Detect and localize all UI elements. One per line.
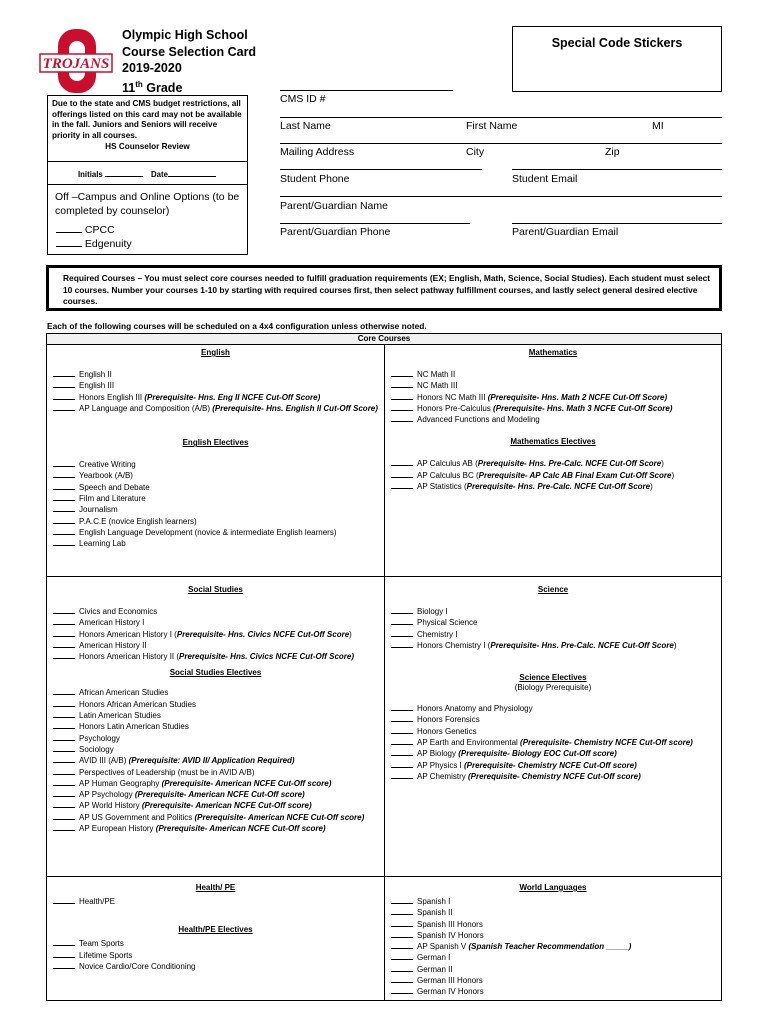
course-number-blank[interactable]	[53, 767, 75, 775]
course-row[interactable]	[391, 737, 717, 748]
course-row[interactable]	[391, 952, 717, 963]
student-phone-label: Student Phone	[280, 173, 350, 185]
course-name: Honors Latin American Studies	[79, 722, 189, 732]
course-number-blank[interactable]	[53, 516, 75, 524]
school-logo	[38, 27, 114, 97]
course-row[interactable]	[53, 950, 380, 961]
card-title: Course Selection Card	[122, 44, 257, 59]
mi-label: MI	[652, 120, 664, 132]
course-name: Honors English III	[79, 392, 143, 402]
course-number-blank[interactable]	[391, 975, 413, 983]
course-number-blank[interactable]	[53, 778, 75, 786]
notice-box	[47, 95, 248, 255]
languages-course-list	[385, 892, 721, 998]
course-row[interactable]	[53, 538, 380, 549]
course-name: Film and Literature	[79, 494, 146, 504]
stickers-title: Special Code Stickers	[551, 36, 683, 50]
course-number-blank[interactable]	[53, 651, 75, 659]
course-number-blank[interactable]	[53, 504, 75, 512]
course-name: German I	[417, 953, 451, 963]
core-courses-table	[46, 333, 722, 1001]
math-electives-list	[385, 446, 721, 492]
student-email-line[interactable]	[512, 168, 722, 170]
course-prerequisite: Prerequisite- Hns. Civics NCFE Cut-Off Score	[176, 629, 350, 639]
course-prerequisite: Prerequisite- Hns. Pre-Calc. NCFE Cut-Off Score	[466, 482, 651, 492]
course-row[interactable]	[391, 760, 717, 771]
course-row[interactable]	[391, 703, 717, 714]
course-prerequisite: (Prerequisite- Hns. Math 2 NCFE Cut-Off Score)	[485, 392, 668, 402]
course-prerequisite: (Prerequisite- Chemistry NCFE Cut-Off score)	[465, 771, 641, 781]
course-number-blank[interactable]	[53, 800, 75, 808]
cms-id-line[interactable]	[280, 89, 453, 91]
course-prerequisite: Prerequisite- Hns. Civics NCFE Cut-Off Score)	[179, 652, 355, 662]
course-number-blank[interactable]	[53, 950, 75, 958]
course-name: Honors African American Studies	[79, 699, 196, 709]
course-row[interactable]	[391, 919, 717, 930]
course-row[interactable]	[53, 369, 380, 380]
course-row[interactable]	[391, 392, 717, 403]
date-field[interactable]	[168, 176, 216, 177]
course-row[interactable]	[53, 493, 380, 504]
course-prerequisite: (Prerequisite- American NCFE Cut-Off score)	[132, 790, 305, 800]
course-row[interactable]	[391, 986, 717, 997]
grade-suffix: th	[135, 79, 143, 89]
course-name: AP Calculus BC (	[417, 470, 479, 480]
course-number-blank[interactable]	[53, 687, 75, 695]
course-name: Civics and Economics	[79, 607, 158, 616]
course-row[interactable]	[53, 767, 380, 778]
english-electives-title: English Electives	[182, 438, 249, 448]
course-row[interactable]	[53, 896, 380, 907]
science-electives-subtitle: (Biology Prerequisite)	[514, 683, 592, 693]
school-title-block	[122, 27, 256, 96]
course-row[interactable]	[53, 516, 380, 527]
course-row[interactable]	[53, 617, 380, 628]
course-prerequisite: (Prerequisite- American NCFE Cut-Off score)	[192, 812, 365, 822]
course-row[interactable]	[391, 606, 717, 617]
course-number-blank[interactable]	[391, 481, 413, 489]
science-course-list	[385, 594, 721, 651]
course-row[interactable]	[391, 403, 717, 414]
course-row[interactable]	[53, 721, 380, 732]
course-number-blank[interactable]	[53, 961, 75, 969]
mailing-address-label: Mailing Address	[280, 146, 355, 158]
science-cell	[384, 577, 722, 877]
course-number-blank[interactable]	[53, 369, 75, 377]
course-number-blank[interactable]	[391, 919, 413, 927]
course-number-blank[interactable]	[53, 617, 75, 625]
course-name: Honors Forensics	[417, 715, 480, 725]
course-number-blank[interactable]	[391, 760, 413, 768]
course-number-blank[interactable]	[391, 640, 413, 648]
science-electives-title: Science Electives	[519, 673, 587, 683]
health-pe-cell	[46, 877, 384, 1001]
course-number-blank[interactable]	[53, 721, 75, 729]
course-number-blank[interactable]	[53, 789, 75, 797]
course-name: African American Studies	[79, 688, 169, 698]
social-electives-list	[47, 677, 384, 834]
course-prerequisite: (Prerequisite- American NCFE Cut-Off score)	[139, 801, 312, 811]
course-number-blank[interactable]	[53, 470, 75, 478]
course-name: Honors American History I (	[79, 629, 177, 639]
course-row[interactable]	[53, 778, 380, 789]
course-number-blank[interactable]	[391, 403, 413, 411]
course-paren: )	[349, 629, 352, 639]
course-number-blank[interactable]	[53, 493, 75, 501]
course-number-blank[interactable]	[53, 733, 75, 741]
course-prerequisite: (Prerequisite- Hns. English II Cut-Off Score)	[210, 403, 378, 413]
offcampus-title: Off –Campus and Online Options (to be completed by counselor)	[55, 190, 240, 217]
course-row[interactable]	[53, 470, 380, 481]
course-name: AP Human Geography	[79, 778, 160, 788]
notice-text: Due to the state and CMS budget restrictions, all offerings listed on this card may not be available in the fall. Juniors and Seniors will receive priority in all courses.	[52, 99, 242, 140]
course-row[interactable]	[53, 961, 380, 972]
course-name: Team Sports	[79, 939, 124, 949]
course-number-blank[interactable]	[391, 748, 413, 756]
course-row[interactable]	[391, 941, 717, 952]
course-row[interactable]	[391, 470, 717, 481]
course-name: American History II	[79, 640, 147, 650]
course-row[interactable]	[391, 640, 717, 651]
course-name: AP Spanish V	[417, 942, 467, 952]
course-number-blank[interactable]	[391, 907, 413, 915]
social-studies-title: Social Studies	[188, 585, 243, 594]
zip-label: Zip	[605, 146, 620, 158]
course-number-blank[interactable]	[391, 771, 413, 779]
parent-phone-line[interactable]	[280, 222, 470, 224]
course-row[interactable]	[53, 733, 380, 744]
course-row[interactable]	[53, 392, 380, 403]
course-number-blank[interactable]	[53, 755, 75, 763]
health-course-list	[47, 892, 384, 907]
course-row[interactable]	[391, 748, 717, 759]
special-code-stickers-box	[512, 26, 722, 92]
course-row[interactable]	[53, 699, 380, 710]
social-electives-title: Social Studies Electives	[169, 668, 262, 678]
course-row[interactable]	[391, 369, 717, 380]
math-cell	[384, 345, 722, 577]
core-courses-header: Core Courses	[46, 334, 722, 345]
course-row[interactable]	[53, 380, 380, 391]
course-name: AP Statistics (	[417, 482, 467, 492]
course-prerequisite: (Prerequisite: AVID II/ Application Required)	[126, 756, 295, 766]
course-row[interactable]	[53, 938, 380, 949]
course-prerequisite: (Prerequisite- American NCFE Cut-Off score)	[159, 778, 332, 788]
course-number-blank[interactable]	[53, 380, 75, 388]
course-number-blank[interactable]	[391, 380, 413, 388]
date-label: Date	[151, 169, 168, 179]
course-row[interactable]	[391, 964, 717, 975]
last-name-label: Last Name	[280, 120, 331, 132]
course-name: Creative Writing	[79, 460, 136, 470]
course-number-blank[interactable]	[391, 617, 413, 625]
course-number-blank[interactable]	[53, 527, 75, 535]
course-name: Spanish II	[417, 908, 453, 918]
course-prerequisite: Prerequisite- Hns. Pre-Calc. NCFE Cut-Off Score	[477, 459, 662, 469]
course-name: Yearbook (A/B)	[79, 471, 133, 481]
math-title: Mathematics	[528, 348, 578, 357]
course-number-blank[interactable]	[391, 930, 413, 938]
course-name: AP World History	[79, 801, 140, 811]
course-number-blank[interactable]	[53, 812, 75, 820]
math-electives-title: Mathematics Electives	[510, 437, 596, 447]
course-row[interactable]	[391, 481, 717, 492]
course-row[interactable]	[53, 823, 380, 834]
course-number-blank[interactable]	[391, 629, 413, 637]
course-number-blank[interactable]	[53, 640, 75, 648]
course-row[interactable]	[53, 800, 380, 811]
course-name: Novice Cardio/Core Conditioning	[79, 961, 196, 971]
course-number-blank[interactable]	[391, 941, 413, 949]
course-row[interactable]	[53, 812, 380, 823]
course-name: Honors NC Math III	[417, 392, 486, 402]
address-line[interactable]	[280, 142, 722, 144]
course-row[interactable]	[391, 380, 717, 391]
grade-level	[122, 77, 256, 97]
course-name: Physical Science	[417, 618, 478, 628]
course-name: AP Physics I	[417, 760, 462, 770]
course-name: German II	[417, 964, 453, 974]
course-name: Lifetime Sports	[79, 950, 133, 960]
parent-name-label: Parent/Guardian Name	[280, 200, 388, 212]
course-row[interactable]	[391, 896, 717, 907]
course-row[interactable]	[53, 640, 380, 651]
first-name-label: First Name	[466, 120, 518, 132]
course-name: AP Psychology	[79, 790, 133, 800]
course-row[interactable]	[391, 629, 717, 640]
offcampus-options	[48, 218, 247, 251]
course-row[interactable]	[53, 606, 380, 617]
course-name: AP US Government and Politics	[79, 812, 193, 822]
parent-email-label: Parent/Guardian Email	[512, 226, 619, 238]
offcampus-option-cpcc[interactable]	[56, 223, 247, 237]
course-row[interactable]	[391, 771, 717, 782]
course-number-blank[interactable]	[53, 896, 75, 904]
course-row[interactable]	[53, 687, 380, 698]
course-number-blank[interactable]	[391, 986, 413, 994]
course-name: NC Math II	[417, 370, 456, 379]
course-row[interactable]	[53, 651, 380, 662]
course-row[interactable]	[391, 930, 717, 941]
course-prerequisite: (Prerequisite- Hns. Math 3 NCFE Cut-Off Score)	[490, 403, 673, 413]
social-studies-cell	[46, 577, 384, 877]
initials-label: Initials	[78, 169, 103, 179]
health-electives-title: Health/PE Electives	[178, 925, 253, 935]
course-name: German IV Honors	[417, 987, 484, 997]
course-row[interactable]	[391, 414, 717, 425]
course-number-blank[interactable]	[391, 458, 413, 466]
course-name: German III Honors	[417, 976, 483, 986]
course-row[interactable]	[391, 458, 717, 469]
svg-text:TROJANS: TROJANS	[42, 56, 110, 72]
course-name: Latin American Studies	[79, 711, 161, 721]
initials-field[interactable]	[105, 176, 143, 177]
grade-word: Grade	[146, 80, 183, 95]
course-paren: )	[671, 470, 675, 480]
course-number-blank[interactable]	[391, 703, 413, 711]
course-number-blank[interactable]	[53, 403, 75, 411]
english-electives-list	[47, 447, 384, 549]
course-number-blank[interactable]	[53, 629, 75, 637]
course-prerequisite: (Prerequisite- Chemistry NCFE Cut-Off score)	[461, 760, 637, 770]
course-number-blank[interactable]	[53, 710, 75, 718]
course-paren: )	[661, 459, 664, 469]
required-courses-box	[46, 265, 722, 311]
science-title: Science	[537, 585, 569, 594]
course-row[interactable]	[53, 710, 380, 721]
course-name: AP Earth and Environmental	[417, 738, 518, 748]
grade-number: 11	[122, 80, 136, 95]
course-name: Sociology	[79, 744, 114, 754]
course-name: English III	[79, 381, 115, 391]
health-electives-list	[47, 934, 384, 972]
course-name: English Language Development (novice & intermediate English learners)	[79, 527, 337, 537]
course-name: AP Calculus AB (	[417, 459, 478, 469]
course-prerequisite: (Prerequisite- Hns. Eng II NCFE Cut-Off Score)	[142, 392, 321, 402]
course-name: AVID III (A/B)	[79, 756, 127, 766]
course-number-blank[interactable]	[391, 470, 413, 478]
course-row[interactable]	[53, 789, 380, 800]
course-row[interactable]	[53, 459, 380, 470]
course-row[interactable]	[391, 714, 717, 725]
course-name: AP European History	[79, 824, 154, 834]
course-name: Spanish III Honors	[417, 919, 483, 929]
course-prerequisite: (Prerequisite- Biology EOC Cut-Off score)	[456, 749, 617, 759]
school-name: Olympic High School	[122, 28, 248, 42]
course-row[interactable]	[53, 629, 380, 640]
course-name: Honors Pre-Calculus	[417, 403, 491, 413]
course-name: Biology I	[417, 607, 448, 616]
course-name: Chemistry I	[417, 629, 458, 639]
course-prerequisite: (Prerequisite- Chemistry NCFE Cut-Off score)	[517, 738, 693, 748]
course-row[interactable]	[391, 617, 717, 628]
course-name: Journalism	[79, 505, 118, 515]
course-prerequisite: (Spanish Teacher Recommendation _____)	[466, 942, 632, 952]
course-row[interactable]	[53, 482, 380, 493]
parent-phone-label: Parent/Guardian Phone	[280, 226, 391, 238]
counselor-review: HS Counselor Review	[105, 142, 190, 151]
course-row[interactable]	[391, 907, 717, 918]
school-year: 2019-2020	[122, 61, 182, 75]
city-label: City	[466, 146, 485, 158]
course-name: Learning Lab	[79, 539, 126, 549]
course-name: English II	[79, 370, 112, 379]
social-course-list	[47, 594, 384, 662]
course-name: NC Math III	[417, 381, 458, 391]
counselor-initials-row	[48, 162, 247, 180]
science-electives-list	[385, 692, 721, 782]
course-row[interactable]	[53, 755, 380, 766]
course-number-blank[interactable]	[391, 369, 413, 377]
parent-email-line[interactable]	[512, 222, 722, 224]
course-number-blank[interactable]	[53, 482, 75, 490]
course-paren: )	[650, 482, 653, 492]
course-number-blank[interactable]	[391, 726, 413, 734]
course-name: Spanish IV Honors	[417, 930, 484, 940]
course-name: Honors Genetics	[417, 726, 477, 736]
schedule-note: Each of the following courses will be scheduled on a 4x4 configuration unless otherwise noted.	[47, 321, 427, 331]
course-number-blank[interactable]	[53, 938, 75, 946]
course-number-blank[interactable]	[391, 952, 413, 960]
course-number-blank[interactable]	[391, 414, 413, 422]
edgenuity-label: Edgenuity	[84, 237, 132, 250]
course-number-blank[interactable]	[391, 964, 413, 972]
course-number-blank[interactable]	[53, 392, 75, 400]
course-prerequisite: Prerequisite- Hns. Pre-Calc. NCFE Cut-Off Score	[490, 640, 674, 650]
required-courses-text: Required Courses – You must select core courses needed to fulfill graduation requirements (EX; English, Math, Science, Social Studies). Each student must select 10 courses. Number your courses 1-10 by starting with required courses first, then select pathway fulfillment courses, and lastly select general desired elective courses.	[63, 273, 711, 306]
course-row[interactable]	[53, 504, 380, 515]
course-number-blank[interactable]	[391, 392, 413, 400]
course-name: Speech and Debate	[79, 482, 150, 492]
course-row[interactable]	[391, 975, 717, 986]
name-line[interactable]	[280, 116, 722, 118]
world-languages-cell	[384, 877, 722, 1001]
course-row[interactable]	[53, 744, 380, 755]
course-name: AP Biology	[417, 749, 456, 759]
math-course-list	[385, 357, 721, 425]
course-prerequisite: Prerequisite- AP Calc AB Final Exam Cut-Off Score	[478, 470, 672, 480]
health-pe-title: Health/ PE	[195, 883, 236, 892]
course-name: AP Chemistry	[417, 771, 466, 781]
course-number-blank[interactable]	[391, 896, 413, 904]
course-number-blank[interactable]	[53, 823, 75, 831]
course-prerequisite: (Prerequisite- American NCFE Cut-Off score)	[153, 824, 326, 834]
course-name: AP Language and Composition (A/B)	[79, 403, 211, 413]
english-course-list	[47, 357, 384, 414]
course-name: Perspectives of Leadership (must be in AVID A/B)	[79, 767, 255, 777]
course-number-blank[interactable]	[53, 538, 75, 546]
course-name: Honors Chemistry I (	[417, 640, 491, 650]
course-number-blank[interactable]	[53, 699, 75, 707]
course-name: American History I	[79, 618, 145, 628]
course-name: Health/PE	[79, 897, 116, 906]
course-row[interactable]	[53, 527, 380, 538]
student-email-label: Student Email	[512, 173, 578, 185]
student-phone-line[interactable]	[280, 168, 482, 170]
course-number-blank[interactable]	[53, 459, 75, 467]
course-number-blank[interactable]	[391, 714, 413, 722]
parent-name-line[interactable]	[280, 195, 722, 197]
course-row[interactable]	[391, 726, 717, 737]
course-name: Honors American History II (	[79, 652, 180, 662]
course-number-blank[interactable]	[53, 744, 75, 752]
world-languages-title: World Languages	[519, 883, 587, 892]
course-number-blank[interactable]	[391, 606, 413, 614]
course-number-blank[interactable]	[53, 606, 75, 614]
course-name: P.A.C.E (novice English learners)	[79, 516, 197, 526]
course-name: Spanish I	[417, 897, 451, 906]
course-number-blank[interactable]	[391, 737, 413, 745]
offcampus-option-edgenuity[interactable]	[56, 237, 247, 251]
cpcc-label: CPCC	[84, 223, 115, 236]
course-name: Honors Anatomy and Physiology	[417, 704, 533, 714]
english-title: English	[201, 348, 230, 357]
course-name: Psychology	[79, 733, 120, 743]
course-row[interactable]	[53, 403, 380, 414]
course-name: Advanced Functions and Modeling	[417, 415, 540, 425]
course-paren: )	[673, 640, 677, 650]
english-cell	[46, 345, 384, 577]
cms-id-label: CMS ID #	[280, 93, 326, 105]
